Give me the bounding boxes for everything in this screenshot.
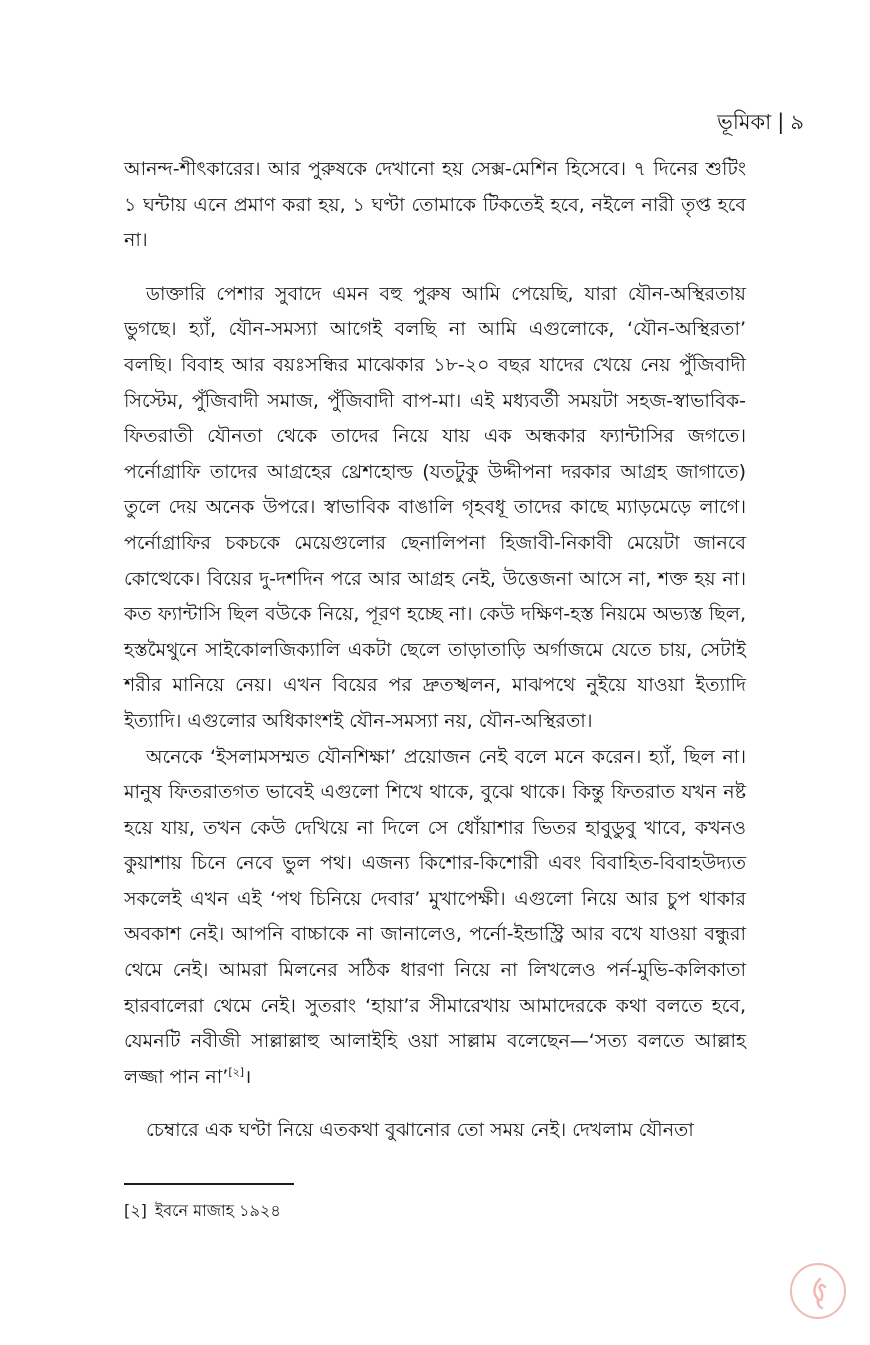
paragraph-sex-education-text: অনেকে ‘ইসলামসম্মত যৌনশিক্ষা’ প্রয়োজন নেই বলে মনে করেন। হ্যাঁ, ছিল না। মানুষ ফিতরাতগত ভাবেই এগুলো শিখে থাকে, বুঝে থাকে। কিন্তু ফিতরাত যখন নষ্ট হয়ে যায়, তখন কেউ দেখিয়ে না দিলে সে ধোঁয়াশার ভিতর হাবুডুবু খাবে, কখনও কুয়াশায় চিনে নেবে ভুল পথ। এজন্য কিশোর-কিশোরী এবং বিবাহিত-বিবাহউদ্যত সকলেই এখন এই ‘পথ চিনিয়ে দেবার’ মুখাপেক্ষী। এগুলো নিয়ে আর চুপ থাকার অবকাশ নেই। আপনি বাচ্চাকে না জানালেও, পর্নো-ইন্ডাস্ট্রি আর বখে যাওয়া বন্ধুরা থেমে নেই। আমরা মিলনের সঠিক ধারণা নিয়ে না লিখলেও পর্ন-মুভি-কলিকাতা হারবালেরা থেমে নেই। সুতরাং ‘হায়া’র সীমারেখায় আমাদেরকে কথা বলতে হবে, যেমনটি নবীজী সাল্লাল্লাহু আলাইহি ওয়া সাল্লাম বলেছেন—‘সত্য বলতে আল্লাহ লজ্জা পান না’ xyxy=(124,745,746,1088)
page-number: ৯ xyxy=(790,110,804,134)
footnote-reference[interactable]: [২] xyxy=(228,1065,245,1079)
publisher-logo-icon xyxy=(790,1263,846,1319)
body-text xyxy=(124,152,746,1149)
footnote-number: [২] xyxy=(124,1201,147,1220)
paragraph-continued: আনন্দ-শীৎকারের। আর পুরুষকে দেখানো হয় সেক্স-মেশিন হিসেবে। ৭ দিনের শুটিং ১ ঘন্টায় এনে প্রমাণ করা হয়, ১ ঘণ্টা তোমাকে টিকতেই হবে, নইলে নারী তৃপ্ত হবে না। xyxy=(124,158,746,252)
footnote xyxy=(124,1200,281,1222)
running-header xyxy=(717,108,804,136)
paragraph-doctor-experience: ডাক্তারি পেশার সুবাদে এমন বহু পুরুষ আমি পেয়েছি, যারা যৌন-অস্থিরতায় ভুগছে। হ্যাঁ, যৌন-সমস্যা আগেই বলছি না আমি এগুলোকে, ‘যৌন-অস্থিরতা’ বলছি। বিবাহ আর বয়ঃসন্ধির মাঝেকার ১৮-২০ বছর যাদের খেয়ে নেয় পুঁজিবাদী সিস্টেম, পুঁজিবাদী সমাজ, পুঁজিবাদী বাপ-মা। এই মধ্যবর্তী সময়টা সহজ-স্বাভাবিক-ফিতরাতী যৌনতা থেকে তাদের নিয়ে যায় এক অন্ধকার ফ্যান্টাসির জগতে। পর্নোগ্রাফি তাদের আগ্রহের থ্রেশহোল্ড (যতটুকু উদ্দীপনা দরকার আগ্রহ জাগাতে) তুলে দেয় অনেক উপরে। স্বাভাবিক বাঙালি গৃহবধূ তাদের কাছে ম্যাড়মেড়ে লাগে। পর্নোগ্রাফির চকচকে মেয়েগুলোর ছেনালিপনা হিজাবী-নিকাবী মেয়েটা জানবে কোত্থেকে। বিয়ের দু-দশদিন পরে আর আগ্রহ নেই, উত্তেজনা আসে না, শক্ত হয় না। কত ফ্যান্টাসি ছিল বউকে নিয়ে, পূরণ হচ্ছে না। কেউ দক্ষিণ-হস্ত নিয়মে অভ্যস্ত ছিল, হস্তমৈথুনে সাইকোলজিক্যালি একটা ছেলে তাড়াতাড়ি অর্গাজমে যেতে চায়, সেটাই শরীর মানিয়ে নেয়। এখন বিয়ের পর দ্রুতস্খলন, মাঝপথে নুইয়ে যাওয়া ইত্যাদি ইত্যাদি। এগুলোর অধিকাংশই যৌন-সমস্যা নয়, যৌন-অস্থিরতা। xyxy=(124,282,746,732)
header-separator: | xyxy=(777,110,785,134)
paragraph-chamber: চেম্বারে এক ঘণ্টা নিয়ে এতকথা বুঝানোর তো সময় নেই। দেখলাম যৌনতা xyxy=(146,1119,694,1142)
paragraph-end-mark: । xyxy=(244,1065,252,1088)
footnote-text: ইবনে মাজাহ ১৯২৪ xyxy=(154,1201,281,1220)
paragraph-sex-education xyxy=(124,740,746,1096)
footnote-divider xyxy=(124,1183,294,1185)
chapter-title: ভূমিকা xyxy=(717,110,772,134)
